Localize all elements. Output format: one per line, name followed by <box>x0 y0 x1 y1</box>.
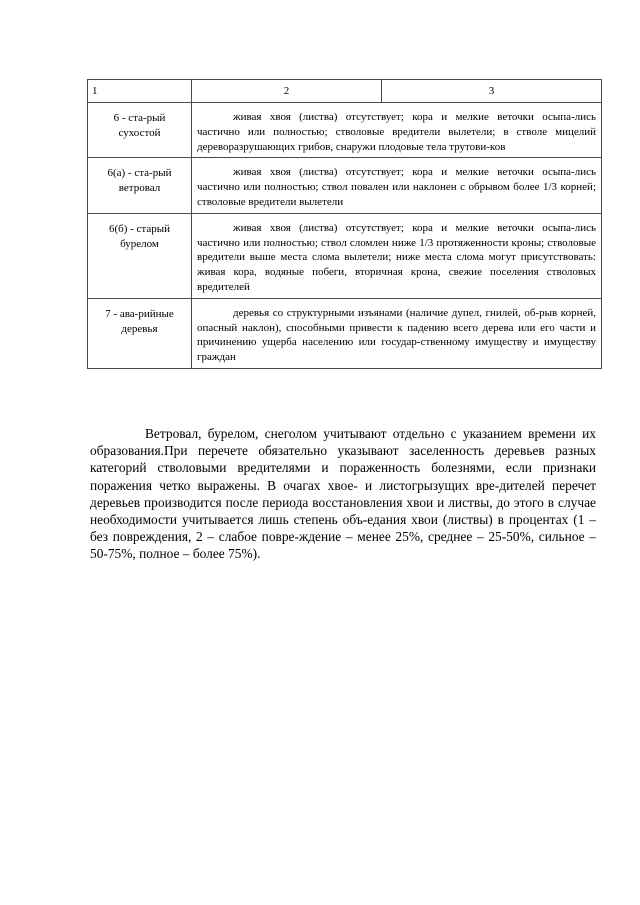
description-cell: живая хвоя (листва) отсутствует; кора и мелкие веточки осыпа-лись частично или полностью; ствол повален или наклонен с обрывом более 1/3 корней; стволовые вредители вылетели <box>192 158 602 213</box>
table-header-col-2: 2 <box>192 80 382 103</box>
category-cell: 6(а) - ста-рый ветровал <box>88 158 192 213</box>
table-row <box>88 103 602 158</box>
table-header-col-3: 3 <box>382 80 602 103</box>
tree-category-table <box>87 79 602 369</box>
category-cell: 7 - ава-рийные деревья <box>88 298 192 368</box>
description-cell: деревья со структурными изъянами (наличие дупел, гнилей, об-рыв корней, опасный наклон), способными привести к падению всего дерева или его части и причинению ущерба населению или государ-ственному имуществу и имуществу граждан <box>192 298 602 368</box>
table-row <box>88 158 602 213</box>
table-row <box>88 213 602 298</box>
description-cell: живая хвоя (листва) отсутствует; кора и мелкие веточки осыпа-лись частично или полностью; стволовые вредители вылетели; в стволе мицелий дереворазрушающих грибов, снаружи плодовые тела трутови-ков <box>192 103 602 158</box>
table-header-row <box>88 80 602 103</box>
category-cell: 6(б) - старый бурелом <box>88 213 192 298</box>
table-row <box>88 298 602 368</box>
description-cell: живая хвоя (листва) отсутствует; кора и мелкие веточки осыпа-лись частично или полностью; ствол сломлен ниже 1/3 протяженности кроны; стволовые вредители выше места слома вылетели; ниже места слома могут присутствовать: живая кора, водяные побеги, вторичная крона, свежие поселения стволовых вредителей <box>192 213 602 298</box>
body-paragraph: Ветровал, бурелом, снеголом учитывают отдельно с указанием времени их образования.При перечете обязательно указывают заселенность деревьев разных категорий стволовыми вредителями и пораженность болезнями, если признаки поражения четко выражены. В очагах хвое- и листогрызущих вре-дителей перечет деревьев производится после периода восстановления хвои и листвы, до этого в случае необходимости учитывается лишь степень объ-едания хвои (листвы) в процентах (1 – без повреждения, 2 – слабое повре-ждение – менее 25%, среднее – 25-50%, сильное – 50-75%, полное – более 75%). <box>90 426 596 562</box>
category-cell: 6 - ста-рый сухостой <box>88 103 192 158</box>
table-header-col-1: 1 <box>88 80 192 103</box>
